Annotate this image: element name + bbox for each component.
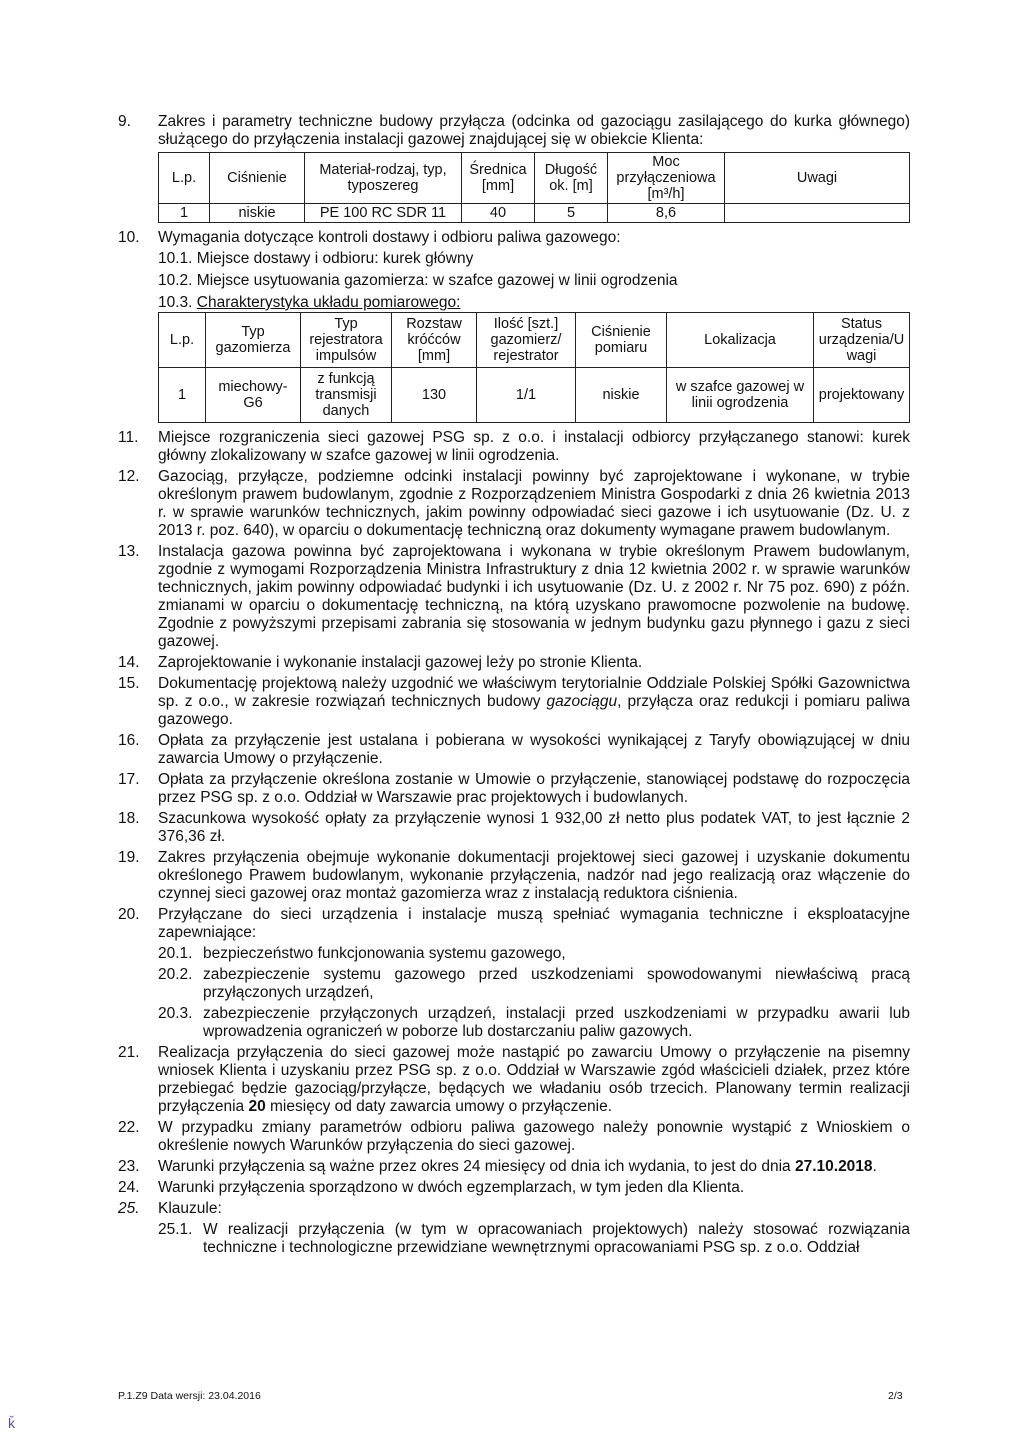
item-text: Miejsce rozgraniczenia sieci gazowej PSG sp. z o.o. i instalacji odbiorcy przyłączanego stanowi: kurek główny zlokalizowany w szafce gazowej w linii ogrodzenia. [158,429,910,464]
list-item [118,675,910,729]
item-text: Opłata za przyłączenie jest ustalana i pobierana w wysokości wynikającej z Taryfy obowiązującej w dniu zawarcia Umowy o przyłączenie. [158,732,910,767]
item-number: 19. [118,849,140,866]
table-cell: 8,6 [608,204,725,223]
item-number: 23. [118,1158,140,1175]
list-item [118,732,910,768]
sub-item-text: zabezpieczenie systemu gazowego przed uszkodzeniami spowodowanymi niewłaściwą pracą przyłączonych urządzeń, [203,966,910,1001]
list-item [118,771,910,807]
table-row [159,368,910,423]
item-text: , przyłącza oraz redukcji i pomiaru paliwa gazowego. [158,693,910,728]
item-number: 10. [118,229,140,246]
section-9 [118,113,910,149]
item-text: miesięcy od daty zawarcia umowy o przyłączenie. [265,1098,613,1115]
item-text: Wymagania dotyczące kontroli dostawy i odbioru paliwa gazowego: [158,229,621,246]
list-item [118,906,910,942]
subsection-10-2: 10.2. Miejsce usytuowania gazomierza: w szafce gazowej w linii ogrodzenia [158,272,678,289]
table-header-cell: Ciśnienie pomiaru [576,313,667,368]
table-row [159,204,910,223]
item-number: 20. [118,906,140,923]
metering-system-table [158,312,910,423]
sub-item [158,945,910,963]
table-header-cell: Uwagi [725,153,910,204]
item-text: Szacunkowa wysokość opłaty za przyłączenie wynosi 1 932,00 zł netto plus podatek VAT, to jest łącznie 2 376,36 zł. [158,810,910,845]
item-text: Klauzule: [158,1200,222,1217]
item-text: Zaprojektowanie i wykonanie instalacji gazowej leży po stronie Klienta. [158,654,643,671]
table-cell: 5 [535,204,608,223]
table-cell: niskie [210,204,305,223]
table-header-cell: Rozstaw króćców [mm] [392,313,477,368]
table-cell: niskie [576,368,667,423]
sub-item [158,966,910,1002]
item-number: 25. [118,1200,140,1217]
item-text: Warunki przyłączenia są ważne przez okres 24 miesięcy od dnia ich wydania, to jest do dnia [158,1158,795,1175]
item-text: Opłata za przyłączenie określona zostanie w Umowie o przyłączenie, stanowiącej podstawę do rozpoczęcia przez PSG sp. z o.o. Oddział w Warszawie prac projektowych i budowlanych. [158,771,910,806]
list-item [118,543,910,651]
table-cell: w szafce gazowej w linii ogrodzenia [667,368,814,423]
subsection-10-3 [158,294,910,312]
item-number: 15. [118,675,140,692]
table-cell [725,204,910,223]
item-text: Dokumentację projektową należy uzgodnić we właściwym terytorialnie Oddziale Polskiej Spółki Gazownictwa sp. z o.o., w zakresie rozwiązań technicznych budowy [158,675,910,710]
table-header-cell: Ilość [szt.] gazomierz/ rejestrator [477,313,576,368]
item-number: 12. [118,468,140,485]
item-number: 13. [118,543,140,560]
table-header-row [159,313,910,368]
table-header-cell: Długość ok. [m] [535,153,608,204]
list-item [118,429,910,465]
sub-item-text: bezpieczeństwo funkcjonowania systemu gazowego, [203,945,566,962]
document-body [118,113,910,1260]
table-cell: 1 [159,368,206,423]
list-item [118,654,910,672]
table-cell: miechowy- G6 [206,368,301,423]
sub-item [158,1005,910,1041]
item-text: Zakres i parametry techniczne budowy przyłącza (odcinka od gazociągu zasilającego do kurka głównego) służącego do przyłączenia instalacji gazowej znajdującej się w obiekcie Klienta: [158,113,910,148]
item-number: 11. [118,429,139,446]
list-item [118,1158,910,1176]
sub-item-number: 20.1. [158,945,193,962]
footer-version: P.1.Z9 Data wersji: 23.04.2016 [118,1390,261,1402]
item-text-bold: 20 [248,1098,266,1115]
subsection-number: 10.3. [158,294,193,311]
table-cell: 40 [462,204,535,223]
subsection-title: Charakterystyka układu pomiarowego: [196,294,461,311]
list-item [118,849,910,903]
item-number: 18. [118,810,140,827]
item-text: . [872,1158,877,1175]
list-item [118,810,910,846]
subsection-10-1: 10.1. Miejsce dostawy i odbioru: kurek główny [158,250,474,267]
table-header-cell: Ciśnienie [210,153,305,204]
item-text: Realizacja przyłączenia do sieci gazowej może nastąpić po zawarciu Umowy o przyłączenie na pisemny wniosek Klienta i uzyskaniu przez PSG sp. z o.o. Oddział w Warszawie zgód właścicieli działek, przez które przebiegać będzie gazociąg/przyłącze, będących we władaniu osób trzecich. Planowany termin realizacji przyłączenia [158,1044,910,1115]
table-header-cell: Status urządzenia/U wagi [814,313,910,368]
table-cell: 1 [159,204,210,223]
list-item [118,1200,910,1218]
connection-parameters-table [158,152,910,223]
item-number: 21. [118,1044,140,1061]
table-header-cell: L.p. [159,313,206,368]
sub-item-number: 20.3. [158,1005,193,1022]
item-text-bold: 27.10.2018 [794,1158,873,1175]
scan-mark: ǩ [8,1415,15,1431]
item-number: 22. [118,1119,140,1136]
sub-item-number: 20.2. [158,966,193,983]
footer-page-number: 2/3 [888,1390,903,1402]
list-item [118,1119,910,1155]
item-text: Zakres przyłączenia obejmuje wykonanie dokumentacji projektowej sieci gazowej i uzyskanie dokumentu określonego Prawem budowlanym, wykonanie przyłączenia, nadzór nad jego realizacją oraz włączenie do czynnej sieci gazowej oraz montaż gazomierza wraz z instalacją reduktora ciśnienia. [158,849,910,902]
list-item [118,1044,910,1116]
item-text: Warunki przyłączenia sporządzono w dwóch egzemplarzach, w tym jeden dla Klienta. [158,1179,745,1196]
section-10 [118,229,910,247]
list-item [118,468,910,540]
table-header-cell: Materiał-rodzaj, typ, typoszereg [305,153,462,204]
sub-item [158,1221,910,1257]
sub-item-text: W realizacji przyłączenia (w tym w opracowaniach projektowych) należy stosować rozwiązania techniczne i technologiczne przewidziane wewnętrznymi opracowaniami PSG sp. z o.o. Oddział [203,1221,910,1256]
table-cell: projektowany [814,368,910,423]
item-text: Gazociąg, przyłącze, podziemne odcinki instalacji powinny być zaprojektowane i wykonane, w trybie określonym prawem budowlanym, zgodnie z Rozporządzeniem Ministra Gospodarki z dnia 26 kwietnia 2013 r. w sprawie warunków technicznych, jakim powinny odpowiadać sieci gazowe i ich usytuowanie (Dz. U. z 2013 r. poz. 640), w oparciu o dokumentację techniczną oraz dokumenty wymagane prawem budowlanym. [158,468,910,539]
item-number: 17. [118,771,140,788]
table-header-cell: Typ gazomierza [206,313,301,368]
table-header-row [159,153,910,204]
table-header-cell: Moc przyłączeniowa [m³/h] [608,153,725,204]
item-text: Instalacja gazowa powinna być zaprojektowana i wykonana w trybie określonym Prawem budowlanym, zgodnie z wymogami Rozporządzenia Ministra Infrastruktury z dnia 12 kwietnia 2002 r. w sprawie warunków technicznych, jakim powinny odpowiadać budynki i ich usytuowanie (Dz. U. z 2002 r. Nr 75 poz. 690) z późn. zmianami w oparciu o dokumentację techniczną, na którą uzyskano prawomocne pozwolenie na budowę. Zgodnie z powyższymi przepisami zabrania się stosowania w jednym budynku gazu płynnego i gazu z sieci gazowej. [158,543,910,650]
item-text: Przyłączane do sieci urządzenia i instalacje muszą spełniać wymagania techniczne i eksploatacyjne zapewniające: [158,906,910,941]
table-header-cell: L.p. [159,153,210,204]
table-cell: PE 100 RC SDR 11 [305,204,462,223]
table-cell: 130 [392,368,477,423]
sub-item-text: zabezpieczenie przyłączonych urządzeń, instalacji przed uszkodzeniami w przypadku awarii lub wprowadzenia ograniczeń w poborze lub dostarczaniu paliw gazowych. [203,1005,910,1040]
table-header-cell: Typ rejestratora impulsów [301,313,392,368]
table-cell: 1/1 [477,368,576,423]
sub-item-number: 25.1. [158,1221,193,1238]
item-number: 9. [118,113,131,130]
list-item [118,1179,910,1197]
item-number: 16. [118,732,140,749]
table-header-cell: Średnica [mm] [462,153,535,204]
item-number: 14. [118,654,140,671]
item-number: 24. [118,1179,140,1196]
table-header-cell: Lokalizacja [667,313,814,368]
item-text: W przypadku zmiany parametrów odbioru paliwa gazowego należy ponownie wystąpić z Wnioskiem o określenie nowych Warunków przyłączenia do sieci gazowej. [158,1119,910,1154]
item-text-italic: gazociągu [546,693,618,710]
table-cell: z funkcją transmisji danych [301,368,392,423]
